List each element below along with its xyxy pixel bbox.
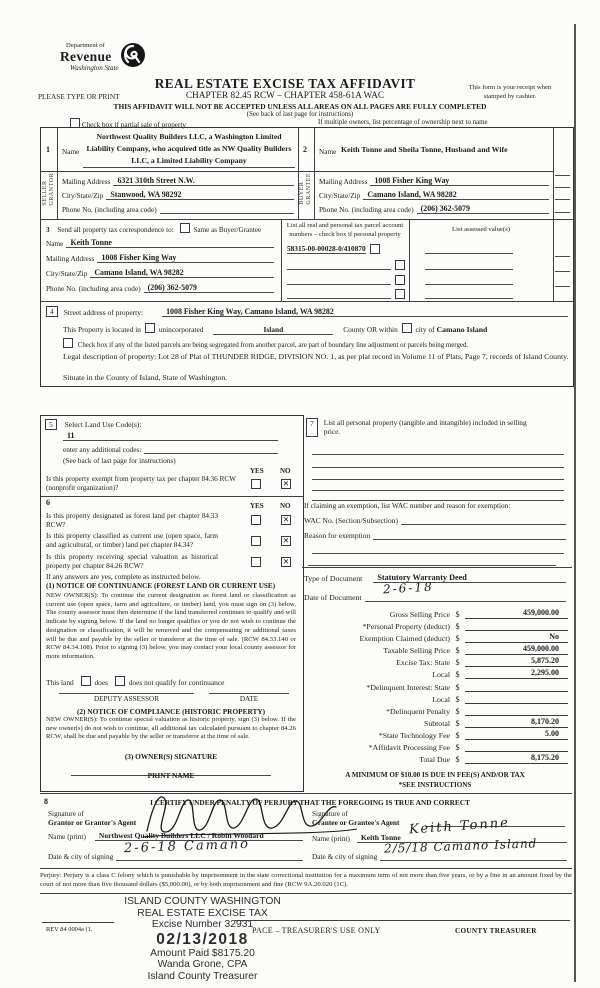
yes-header: YES [250, 467, 264, 475]
notice1-text: NEW OWNER(S): To continue the current designation as forest land or classification as current use (open space, farm and agriculture, or timber) land, you must sign on (3) below. The county assessor must then determine if the land transferred continues to qualify and will indicate by signing below. If the land no longer qualifies or you do not wish to continue the designation or classification, it will be removed and the compensating or additional taxes will be due and payable by the seller or transferor at the time of sale. (RCW 84.33.140 or RCW 84.34.108). Prior to signing (3) below, you may contact your local county assessor for more information. [46, 592, 296, 660]
correspondence-mailing-row: Mailing Address 1008 Fisher King Way [46, 253, 274, 263]
unincorporated-label: unincorporated [158, 325, 204, 334]
grantor-name-value[interactable]: Northwest Quality Builders LLC / Robin Woodard [95, 831, 268, 841]
correspondence-name-row: Name Keith Tonne [46, 238, 274, 248]
money-row: *Delinquent Interest: State $ [302, 681, 568, 691]
deputy-date-label: DATE [239, 695, 259, 703]
buyer-name-value: Keith Tonne and Sheila Tonne, Husband and Wife [341, 145, 508, 154]
divider [40, 893, 572, 894]
ownership-percent-line[interactable] [555, 166, 570, 176]
segregated-row [63, 338, 568, 349]
notice2-text: NEW OWNER(S): To continue special valuation as historic property, sign (3) below. If the new owner(s) do not wish to continue, all additional tax calculated pursuant to chapter 84.26 RCW, shall be due and payable by the seller or transferor at the time of sale. [46, 716, 296, 741]
wac-number-line[interactable] [401, 515, 566, 525]
certify-statement: I CERTIFY UNDER PENALTY OF PERJURY THAT THE FOREGOING IS TRUE AND CORRECT [150, 798, 470, 807]
unincorporated-checkbox[interactable] [145, 323, 155, 333]
stamp-date: 02/13/2018 [156, 930, 249, 948]
exemption-claimed[interactable]: No [465, 632, 568, 643]
no-header: NO [280, 502, 291, 510]
section5-number: 5 [45, 419, 57, 430]
document-type-value[interactable]: Statutory Warranty Deed [373, 573, 470, 583]
forest-land-question: Is this property designated as forest land per chapter 84.33 RCW? [46, 512, 218, 529]
additional-codes-line[interactable] [144, 444, 278, 454]
correspondence-phone-value[interactable]: (206) 362-5079 [144, 283, 201, 293]
correspondence-city-row: City/State/Zip Camano Island, WA 98282 [46, 268, 274, 278]
current-use-question: Is this property classified as current use (open space, farm and agricultural, or timber) land per chapter 84.34? [46, 532, 218, 549]
money-row: Exemption Claimed (deduct) $ No [302, 633, 568, 643]
minimum-fee-note: A MINIMUM OF $10.00 IS DUE IN FEE(S) AND/OR TAX [345, 771, 525, 779]
parcel-number-line[interactable] [287, 260, 391, 270]
yes-header: YES [250, 502, 264, 510]
seller-name-label: Name [62, 147, 80, 156]
form-subtitle: CHAPTER 82.45 RCW – CHAPTER 458-61A WAC [185, 91, 385, 101]
grantor-agent-label: Grantor or Grantor's Agent [48, 818, 137, 827]
wac-row: WAC No. (Section/Subsection) [304, 515, 566, 525]
notice2-title: (2) NOTICE OF COMPLIANCE (HISTORIC PROPERTY) [76, 707, 266, 716]
receipt-note: This form is your receipt when stamped by cashier. [468, 84, 552, 100]
subtotal[interactable]: 8,170.20 [465, 717, 568, 728]
grantee-date-value[interactable]: 2/5/18 Camano Island [384, 836, 538, 856]
parcel-number-value[interactable]: 58315-00-00028-0/410870 [287, 244, 366, 253]
personal-property-line[interactable] [312, 481, 564, 491]
stamp-treasurer-title: Island County Treasurer [147, 971, 258, 983]
seller-mailing-row: Mailing Address 6321 310th Street N.W. [62, 176, 294, 186]
divider [314, 128, 315, 219]
forest-yes-checkbox[interactable] [251, 515, 261, 525]
print-name-label: PRINT NAME [147, 771, 195, 780]
ownership-percent-line[interactable] [555, 247, 570, 257]
divider [42, 922, 114, 923]
money-row: Taxable Selling Price $ 459,000.00 [302, 645, 568, 655]
assessed-value-line[interactable] [425, 260, 513, 270]
stamp-treasurer-name: Wanda Grone, CPA [157, 959, 248, 971]
seller-city-value[interactable]: Stanwood, WA 98292 [106, 190, 185, 200]
money-row: *Delinquent Penalty $ [302, 705, 568, 715]
parcel-row [287, 289, 405, 299]
delinquent-penalty[interactable] [465, 705, 568, 716]
delinquent-interest-state[interactable] [465, 681, 568, 692]
land-use-code-value[interactable]: 11 [63, 431, 78, 441]
parcel-row [287, 260, 405, 270]
personal-property-checkbox[interactable] [395, 275, 405, 285]
exempt-no-checkbox[interactable]: ✕ [282, 479, 290, 488]
revenue-logo [42, 42, 162, 72]
money-row: *Personal Property (deduct) $ [302, 621, 568, 631]
segregated-checkbox[interactable] [63, 338, 73, 348]
same-as-buyer-label: Same as Buyer/Grantee [193, 226, 262, 234]
seller-role-label: SELLER GRANTOR [41, 173, 55, 206]
seller-city-row: City/State/Zip Stanwood, WA 98292 [62, 190, 294, 200]
divider [302, 567, 572, 568]
see-instructions-note: *SEE INSTRUCTIONS [398, 781, 472, 789]
stamp-amount-paid: Amount Paid $8175.20 [150, 947, 255, 959]
personal-property-checkbox[interactable] [395, 260, 405, 270]
correspondence-name-value[interactable]: Keith Tonne [66, 238, 115, 248]
see-back-note: (See back of last page for instructions) [246, 111, 354, 118]
buyer-city-value[interactable]: Camano Island, WA 98282 [363, 190, 460, 200]
legal-description: Legal description of property: Lot 28 of Plat of THUNDER RIDGE, DIVISION NO. 1, as per plat record in Volume 11 of Plats, Page 7, records of Island County. [63, 352, 569, 361]
treasurer-stamp [95, 896, 310, 983]
section7-number: 7 [306, 418, 318, 437]
segregated-label: Check box if any of the listed parcels are being segregated from another parcel, are part of boundary line adjustment or parcels being merged. [77, 342, 469, 349]
personal-property-deduct[interactable] [465, 620, 568, 631]
grantor-signature-of-label: Signature of [48, 809, 84, 818]
ownership-percent-line[interactable] [555, 190, 570, 200]
ownership-percent-line[interactable] [555, 262, 570, 272]
if-yes-note: If any answers are yes, complete as instructed below. [46, 572, 201, 581]
form-title: REAL ESTATE EXCISE TAX AFFIDAVIT [154, 76, 416, 91]
correspondence-city-value[interactable]: Camano Island, WA 98282 [90, 268, 187, 278]
personal-property-line[interactable] [312, 491, 564, 501]
exempt-question: Is this property exempt from property tax per chapter 84.36 RCW (nonprofit organization)? [46, 475, 236, 492]
historical-no-checkbox[interactable]: ✕ [282, 557, 290, 566]
reason-line[interactable] [312, 544, 564, 554]
section7-title: List all personal property (tangible and intangible) included in selling price. [323, 418, 527, 437]
grantor-name-row: Name (print) Northwest Quality Builders LLC / Robin Woodard [48, 831, 303, 841]
notice1-title: (1) NOTICE OF CONTINUANCE (FOREST LAND OR CURRENT USE) [46, 582, 276, 590]
correspondence-mailing-value[interactable]: 1008 Fisher King Way [97, 253, 180, 263]
ownership-percent-line[interactable] [555, 277, 570, 287]
dept-of-label: Department of [66, 42, 105, 49]
document-type-row: Type of Document Statutory Warranty Deed [304, 573, 566, 583]
total-due[interactable]: 8,175.20 [465, 753, 568, 764]
revenue-label: Revenue [60, 48, 112, 64]
parcel-row [287, 275, 405, 285]
city-of-value: Camano Island [436, 325, 488, 334]
money-row: Local $ [302, 693, 568, 703]
divider [40, 868, 572, 869]
land-use-code-row [63, 431, 278, 441]
exemption-note: If claiming an exemption, list WAC number and reason for exemption: [304, 501, 511, 510]
stamp-reet: REAL ESTATE EXCISE TAX [137, 907, 268, 919]
document-date-row: Date of Document 2-6-18 [304, 588, 566, 602]
forest-no-checkbox[interactable]: ✕ [282, 515, 290, 524]
county-value[interactable]: Island [213, 325, 333, 335]
divider [409, 219, 410, 301]
buyer-name-label: Name [319, 147, 337, 156]
personal-property-line[interactable] [312, 470, 564, 480]
section6-number: 6 [46, 498, 50, 507]
grantee-date-row: Date & city of signing 2/5/18 Camano Island [312, 849, 567, 861]
divider [41, 219, 573, 220]
personal-property-line[interactable] [312, 445, 564, 455]
washington-state-label: Washington State [70, 63, 119, 72]
seller-phone-row: Phone No. (including area code) [62, 204, 294, 214]
assessed-value-line[interactable] [425, 244, 513, 254]
stamp-excise-number: Excise Number 32931 [151, 919, 254, 931]
affidavit-processing-fee[interactable] [465, 741, 568, 752]
buyer-mailing-row: Mailing Address 1008 Fisher King Way [319, 176, 549, 186]
divider [235, 920, 570, 921]
no-header: NO [280, 467, 291, 475]
exempt-yes-checkbox[interactable] [251, 479, 261, 489]
money-row: Total Due $ 8,175.20 [302, 754, 568, 764]
treasurer-use-label: PACE – TREASURER'S USE ONLY [252, 926, 381, 935]
current-use-no-checkbox[interactable]: ✕ [282, 536, 290, 545]
grantee-name-value[interactable]: Keith Tonne [357, 833, 405, 843]
excise-tax-state[interactable]: 5,875.20 [465, 656, 568, 667]
top-table [40, 127, 574, 387]
grantee-signature-of-label: Signature of [312, 809, 348, 818]
ownership-percent-line[interactable] [555, 178, 570, 188]
state-technology-fee[interactable]: 5.00 [465, 729, 568, 740]
divider [281, 219, 282, 301]
reason-row: Reason for exemption [304, 530, 566, 540]
divider [553, 128, 554, 301]
deputy-assessor-label: DEPUTY ASSESSOR [93, 695, 160, 703]
stamp-county: ISLAND COUNTY WASHINGTON [124, 896, 281, 907]
excise-tax-local[interactable]: 2,295.00 [465, 668, 568, 679]
section3-header: 3 Send all property tax correspondence to: Same as Buyer/Grantee [46, 223, 261, 234]
this-land-row: This land does does not qualify for continuance [46, 678, 225, 687]
multiple-owners-note: If multiple owners, list percentage of ownership next to name [318, 119, 488, 126]
money-row: *Affidavit Processing Fee $ [302, 742, 568, 752]
form-rev-number: REV 84 0004a (1. [46, 926, 93, 933]
section5-header: 5 Select Land Use Code(s): [45, 419, 141, 430]
left-column [40, 415, 304, 792]
personal-property-checkbox[interactable] [395, 289, 405, 299]
section4-number: 4 [46, 306, 58, 317]
seller-number: 1 [46, 145, 50, 154]
seller-phone-value[interactable] [160, 204, 294, 214]
partial-sale-label: Check box if partial sale of property [81, 121, 186, 129]
buyer-phone-value[interactable]: (206) 362-5079 [417, 204, 474, 214]
situate-line: Situate in the County of Island, State of Washington. [63, 373, 228, 382]
assessed-value-line[interactable] [425, 289, 513, 299]
parcel-header: List all real and personal tax parcel account numbers – check box if personal property [286, 222, 404, 238]
money-row: Subtotal $ 8,170.20 [302, 717, 568, 727]
section8-number: 8 [44, 797, 48, 806]
money-row: Excise Tax: State $ 5,875.20 [302, 657, 568, 667]
same-as-buyer-checkbox[interactable] [180, 223, 190, 233]
perjury-note: Perjury: Perjury is a class C felony which is punishable by imprisonment in the state correctional institution for a maximum term of not more than five years, or by a fine in an amount fixed by the court of not more than five thousand dollars ($5,000.00), or by both imprisonment and fine (RCW 9A.20.020 (1C). [40, 872, 572, 888]
document-date-value[interactable]: 2-6-18 [382, 579, 434, 597]
parcel-number-line[interactable] [287, 289, 391, 299]
grantee-name-row: Name (print) Keith Tonne Keith Tonne [312, 831, 567, 843]
street-address-value[interactable]: 1008 Fisher King Way, Camano Island, WA 98282 [162, 307, 338, 317]
parcel-row [287, 244, 405, 254]
ownership-percent-line[interactable] [555, 203, 570, 213]
personal-property-checkbox[interactable] [370, 244, 380, 254]
taxable-selling-price[interactable]: 459,000.00 [465, 644, 568, 655]
historical-yes-checkbox[interactable] [251, 557, 261, 567]
deputy-assessor-line[interactable] [59, 684, 194, 694]
divider [41, 301, 573, 302]
section5-see-back: (See back of last page for instructions) [63, 456, 176, 465]
located-in-row: This Property is located in unincorporated Island County OR within city of Camano Island [63, 325, 488, 334]
form-warning: THIS AFFIDAVIT WILL NOT BE ACCEPTED UNLESS ALL AREAS ON ALL PAGES ARE FULLY COMPLETED [113, 102, 487, 111]
right-column [302, 415, 572, 790]
personal-property-line[interactable] [312, 458, 564, 468]
current-use-yes-checkbox[interactable] [251, 536, 261, 546]
additional-codes-row: enter any additional codes: [63, 444, 278, 454]
buyer-phone-row: Phone No. (including area code) (206) 362-5079 [319, 204, 549, 214]
divider [41, 171, 553, 172]
grantor-date-row: Date & city of signing 2-6-18 Camano [48, 849, 303, 861]
parcel-number-line[interactable] [287, 275, 391, 285]
please-type-label: PLEASE TYPE OR PRINT [38, 92, 120, 101]
seller-name-value: Northwest Quality Builders LLC, a Washington Limited Liability Company, who acquired title as NW Quality Builders LLC, a Limited Liability Company [83, 131, 295, 168]
buyer-city-row: City/State/Zip Camano Island, WA 98282 [319, 190, 549, 200]
gross-selling-price[interactable]: 459,000.00 [465, 608, 568, 619]
deputy-date-line[interactable] [209, 684, 289, 694]
seller-mailing-value[interactable]: 6321 310th Street N.W. [113, 176, 198, 186]
historical-question: Is this property receiving special valuation as historical property per chapter 84.26 RCW? [46, 553, 218, 570]
grantee-signature-script[interactable]: Keith Tonne [408, 815, 511, 838]
buyer-role-label: BUYER GRANTEE [298, 173, 312, 205]
county-treasurer-label: COUNTY TREASURER [455, 927, 537, 935]
money-row: Local $ 2,295.00 [302, 669, 568, 679]
money-table [302, 607, 568, 764]
owners-signature-label: (3) OWNER(S) SIGNATURE [124, 752, 218, 761]
buyer-number: 2 [303, 145, 307, 154]
divider [41, 496, 303, 497]
money-row: *State Technology Fee $ 5.00 [302, 729, 568, 739]
buyer-mailing-value[interactable]: 1008 Fisher King Way [370, 176, 453, 186]
city-of-checkbox[interactable] [402, 323, 412, 333]
divider [57, 128, 58, 219]
money-row: Gross Selling Price $ 459,000.00 [302, 609, 568, 619]
section7-header [306, 418, 544, 437]
correspondence-phone-row: Phone No. (including area code) (206) 362-5079 [46, 283, 274, 293]
revenue-logo-icon [120, 42, 146, 73]
reason-line[interactable] [373, 530, 566, 540]
delinquent-interest-local[interactable] [465, 693, 568, 704]
street-address-row: 4 Street address of property: 1008 Fisher King Way, Camano Island, WA 98282 [46, 306, 568, 317]
grantor-date-value[interactable]: 2-6-18 Camano [124, 836, 251, 857]
assessed-value-line[interactable] [425, 275, 513, 285]
grantee-agent-label: Grantee or Grantee's Agent [312, 818, 400, 827]
section8 [40, 793, 572, 870]
section3-number: 3 [46, 226, 50, 234]
scan-edge-line [574, 24, 576, 982]
reason-line[interactable] [308, 556, 556, 566]
assessed-header: List assessed value(s) [452, 226, 510, 233]
